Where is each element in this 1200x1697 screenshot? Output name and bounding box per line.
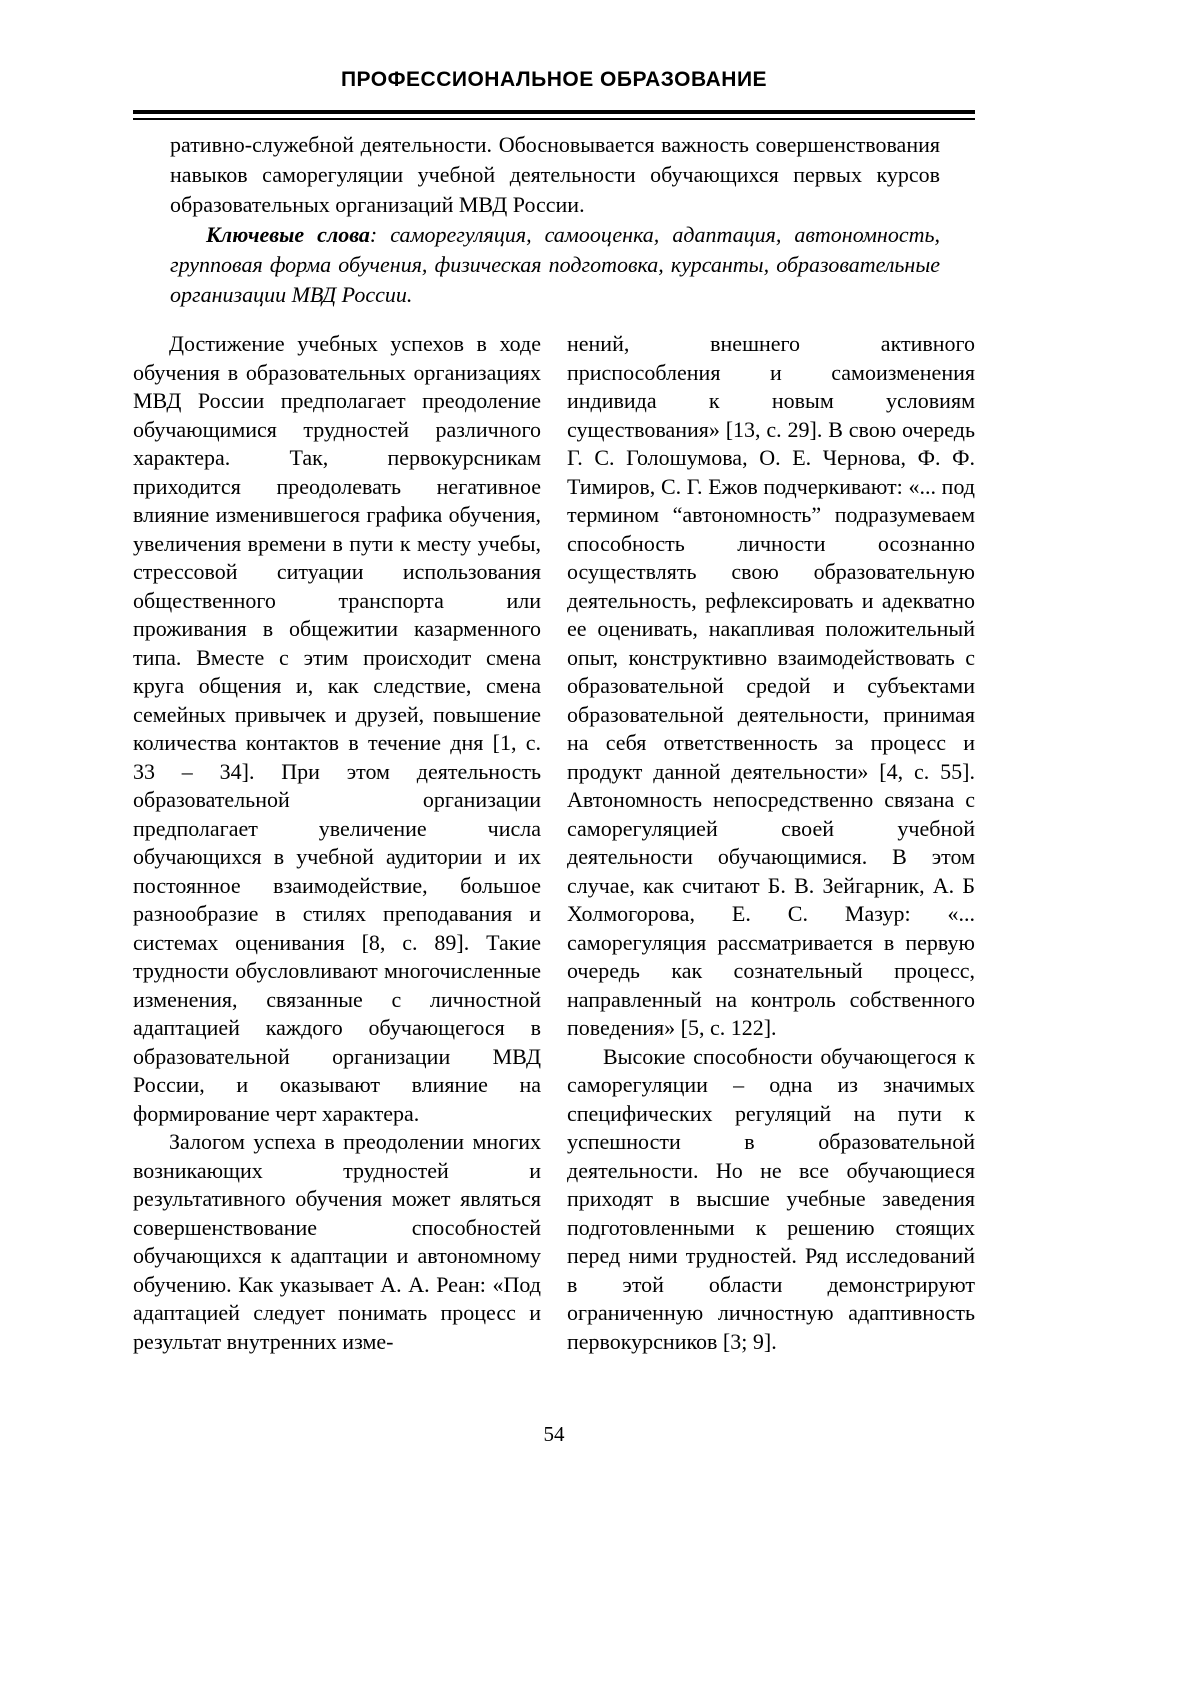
abstract-paragraph: ративно-служебной деятельности. Обосновывается важность совершенствования навыков саморегуляции учебной деятельности обучающихся первых курсов образовательных организаций МВД России. — [170, 132, 940, 217]
keywords-text: : саморегуляция, самооценка, адаптация, автономность, групповая форма обучения, физическая подготовка, курсанты, образовательные организации МВД России. — [170, 222, 940, 307]
body-paragraph: Залогом успеха в преодолении многих возникающих трудностей и результативного обучения может являться совершенствование способностей обучающихся к адаптации и автономному обучению. Как указывает А. А. Реан: «Под адаптацией следует понимать процесс и результат внутренних изме- — [133, 1129, 541, 1354]
left-column — [133, 330, 541, 1356]
abstract-section — [170, 130, 940, 310]
running-head: ПРОФЕССИОНАЛЬНОЕ ОБРАЗОВАНИЕ — [340, 68, 768, 91]
body-paragraph: нений, внешнего активного приспособления и самоизменения индивида к новым условиям существования» [13, с. 29]. В свою очередь Г. С. Голошумова, О. Е. Чернова, Ф. Ф. Тимиров, С. Г. Ежов подчеркивают: «... под термином “автономность” подразумеваем способность личности осознанно осуществлять свою образовательную деятельность, рефлексировать и адекватно ее оценивать, накапливая положительный опыт, конструктивно взаимодействовать с образовательной средой и субъектами образовательной деятельности, принимая на себя ответственность за процесс и продукт данной деятельности» [4, с. 55]. Автономность непосредственно связана с саморегуляцией своей учебной деятельности обучающимися. В этом случае, как считают Б. В. Зейгарник, А. Б Холмогорова, Е. С. Мазур: «... саморегуляция рассматривается в первую очередь как сознательный процесс, направленный на контроль собственного поведения» [5, с. 122]. — [567, 331, 975, 1040]
keywords-label: Ключевые слова — [206, 222, 370, 247]
header-rule — [133, 110, 975, 120]
body-paragraph: Высокие способности обучающегося к саморегуляции – одна из значимых специфических регуляций на пути к успешности в образовательной деятельности. Но не все обучающиеся приходят в высшие учебные заведения подготовленными к решению стоящих перед ними трудностей. Ряд исследований в этой области демонстрируют ограниченную личностную адаптивность первокурсников [3; 9]. — [567, 1043, 975, 1354]
body-paragraph: Достижение учебных успехов в ходе обучения в образовательных организациях МВД России предполагает преодоление обучающимися трудностей различного характера. Так, первокурсникам приходится преодолевать негативное влияние изменившегося графика обучения, увеличения времени в пути к месту учебы, стрессовой ситуации использования общественного транспорта или проживания в общежитии казарменного типа. Вместе с этим происходит смена круга общения и, как следствие, смена семейных привычек и друзей, повышение количества контактов в течение дня [1, с. 33 – 34]. При этом деятельность образовательной организации предполагает увеличение числа обучающихся в учебной аудитории и их постоянное взаимодействие, большое разнообразие в стилях преподавания и системах оценивания [8, с. 89]. Такие трудности обусловливают многочисленные изменения, связанные с личностной адаптацией каждого обучающегося в образовательной организации МВД России, и оказывают влияние на формирование черт характера. — [133, 331, 541, 1126]
page-number: 54 — [543, 1422, 565, 1446]
body-columns — [133, 330, 975, 1356]
keywords-paragraph — [170, 220, 940, 310]
right-column — [567, 330, 975, 1356]
